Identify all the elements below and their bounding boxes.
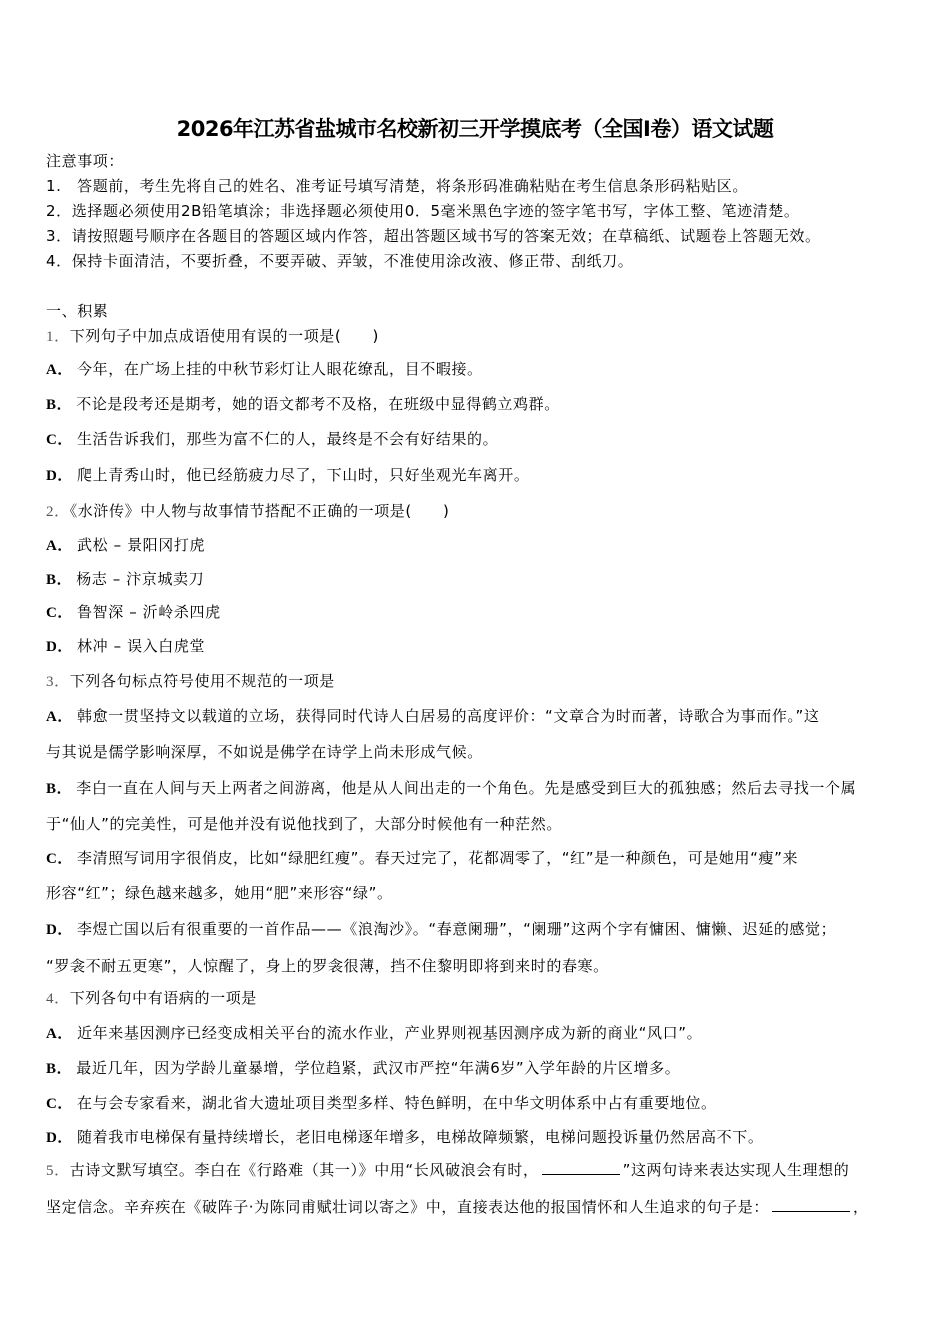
question-number: 4． [46,991,70,1007]
option-d [46,465,529,486]
option-text: 在与会专家看来，湖北省大遗址项目类型多样、特色鲜明，在中华文明体系中占有重要地位。 [77,1094,717,1112]
option-label: A． [46,362,74,378]
option-text: 不论是段考还是期考，她的语文都考不及格，在班级中显得鹤立鸡群。 [76,395,560,413]
option-continuation [46,742,483,762]
option-text: 李白一直在人间与天上两者之间游离，他是从人间出走的一个角色。先是感受到巨大的孤独感；然后去寻找一个属 [76,779,857,797]
option-text: 鲁智深 – 沂岭杀四虎 [77,603,221,621]
option-c [46,1093,717,1114]
option-label: B． [46,781,73,797]
option-text: 武松 – 景阳冈打虎 [77,536,206,554]
question-continuation [46,1197,869,1217]
option-text: 李清照写词用字很俏皮，比如“绿肥红瘦”。春天过完了，花都凋零了，“红”是一种颜色，可是她用“瘦”来 [77,849,799,867]
option-label: D． [46,922,74,938]
option-text: 林冲 – 误入白虎堂 [77,637,206,655]
option-label: B． [46,397,73,413]
option-continuation [46,814,562,834]
answer-blank[interactable] [542,1161,620,1175]
option-continuation [46,883,393,903]
option-a [46,706,820,727]
option-text: 与其说是儒学影响深厚，不如说是佛学在诗学上尚未形成气候。 [46,743,483,761]
option-label: B． [46,1061,73,1077]
question-text: 古诗文默写填空。李白在《行路难（其一）》中用“长风破浪会有时， [69,1161,539,1179]
option-text: 爬上青秀山时，他已经筋疲力尽了，下山时，只好坐观光车离开。 [77,466,530,484]
option-label: A． [46,709,74,725]
option-a [46,359,483,380]
option-a [46,1023,702,1044]
option-text: 于“仙人”的完美性，可是他并没有说他找到了，大部分时候他有一种茫然。 [46,815,562,833]
question-text: ， [852,1198,869,1216]
option-label: C． [46,851,74,867]
notice-item: 2．选择题必须使用2B铅笔填涂；非选择题必须使用0．5毫米黑色字迹的签字笔书写，字体工整、笔迹清楚。 [46,202,800,220]
question-number: 1． [46,329,70,345]
section-heading: 一、积累 [46,302,109,320]
option-text: 形容“红”；绿色越来越多，她用“肥”来形容“绿”。 [46,884,393,902]
option-text: “罗衾不耐五更寒”，人惊醒了，身上的罗衾很薄，挡不住黎明即将到来时的春寒。 [46,957,609,975]
option-d [46,919,836,940]
option-text: 随着我市电梯保有量持续增长，老旧电梯逐年增多，电梯故障频繁，电梯问题投诉量仍然居高不下。 [77,1128,764,1146]
option-text: 杨志 – 汴京城卖刀 [76,570,205,588]
option-label: A． [46,538,74,554]
option-b [46,1058,680,1079]
question-text: 《水浒传》中人物与故事情节搭配不正确的一项是( ) [69,502,450,520]
option-b [46,394,560,415]
notice-item: 4．保持卡面清洁，不要折叠，不要弄破、弄皱，不准使用涂改液、修正带、刮纸刀。 [46,252,634,270]
option-text: 生活告诉我们，那些为富不仁的人，最终是不会有好结果的。 [77,430,499,448]
option-c [46,429,498,450]
question-stem [46,988,257,1009]
question-stem [46,1160,849,1181]
option-a [46,535,205,556]
option-label: C． [46,432,74,448]
option-label: D． [46,639,74,655]
question-text: ”这两句诗来表达实现人生理想的 [622,1161,850,1179]
option-b [46,569,204,590]
question-stem [46,501,450,522]
document-title: 2026年江苏省盐城市名校新初三开学摸底考（全国I卷）语文试题 [176,117,774,141]
option-text: 今年，在广场上挂的中秋节彩灯让人眼花缭乱，目不暇接。 [77,360,483,378]
option-text: 最近几年，因为学龄儿童暴增，学位趋紧，武汉市严控“年满6岁”入学年龄的片区增多。 [76,1059,681,1077]
option-d [46,1127,763,1148]
question-number: 3． [46,674,70,690]
notice-heading: 注意事项： [46,152,125,170]
option-text: 韩愈一贯坚持文以载道的立场，获得同时代诗人白居易的高度评价：“文章合为时而著，诗歌合为事而作。”这 [77,707,820,725]
option-label: A． [46,1026,74,1042]
question-stem [46,671,335,692]
question-number: 2． [46,504,70,520]
question-text: 坚定信念。辛弃疾在《破阵子·为陈同甫赋壮词以寄之》中，直接表达他的报国情怀和人生追求的句子是： [46,1198,769,1216]
question-stem [46,326,379,347]
option-b [46,778,856,799]
answer-blank[interactable] [772,1198,850,1212]
option-c [46,848,798,869]
option-continuation [46,956,609,976]
option-c [46,602,221,623]
option-d [46,636,205,657]
option-label: C． [46,1096,74,1112]
question-number: 5． [46,1163,70,1179]
option-text: 李煜亡国以后有很重要的一首作品——《浪淘沙》。“春意阑珊”，“阑珊”这两个字有慵困、慵懒、迟延的感觉； [77,920,837,938]
question-text: 下列各句标点符号使用不规范的一项是 [69,672,335,690]
option-label: D． [46,468,74,484]
option-label: C． [46,605,74,621]
question-text: 下列各句中有语病的一项是 [69,989,257,1007]
question-text: 下列句子中加点成语使用有误的一项是( ) [69,327,380,345]
option-label: B． [46,572,73,588]
option-label: D． [46,1130,74,1146]
option-text: 近年来基因测序已经变成相关平台的流水作业，产业界则视基因测序成为新的商业“风口”。 [77,1024,703,1042]
notice-item: 1. 答题前，考生先将自己的姓名、准考证号填写清楚，将条形码准确粘贴在考生信息条形码粘贴区。 [46,177,748,195]
notice-item: 3．请按照题号顺序在各题目的答题区域内作答，超出答题区域书写的答案无效；在草稿纸、试题卷上答题无效。 [46,227,821,245]
